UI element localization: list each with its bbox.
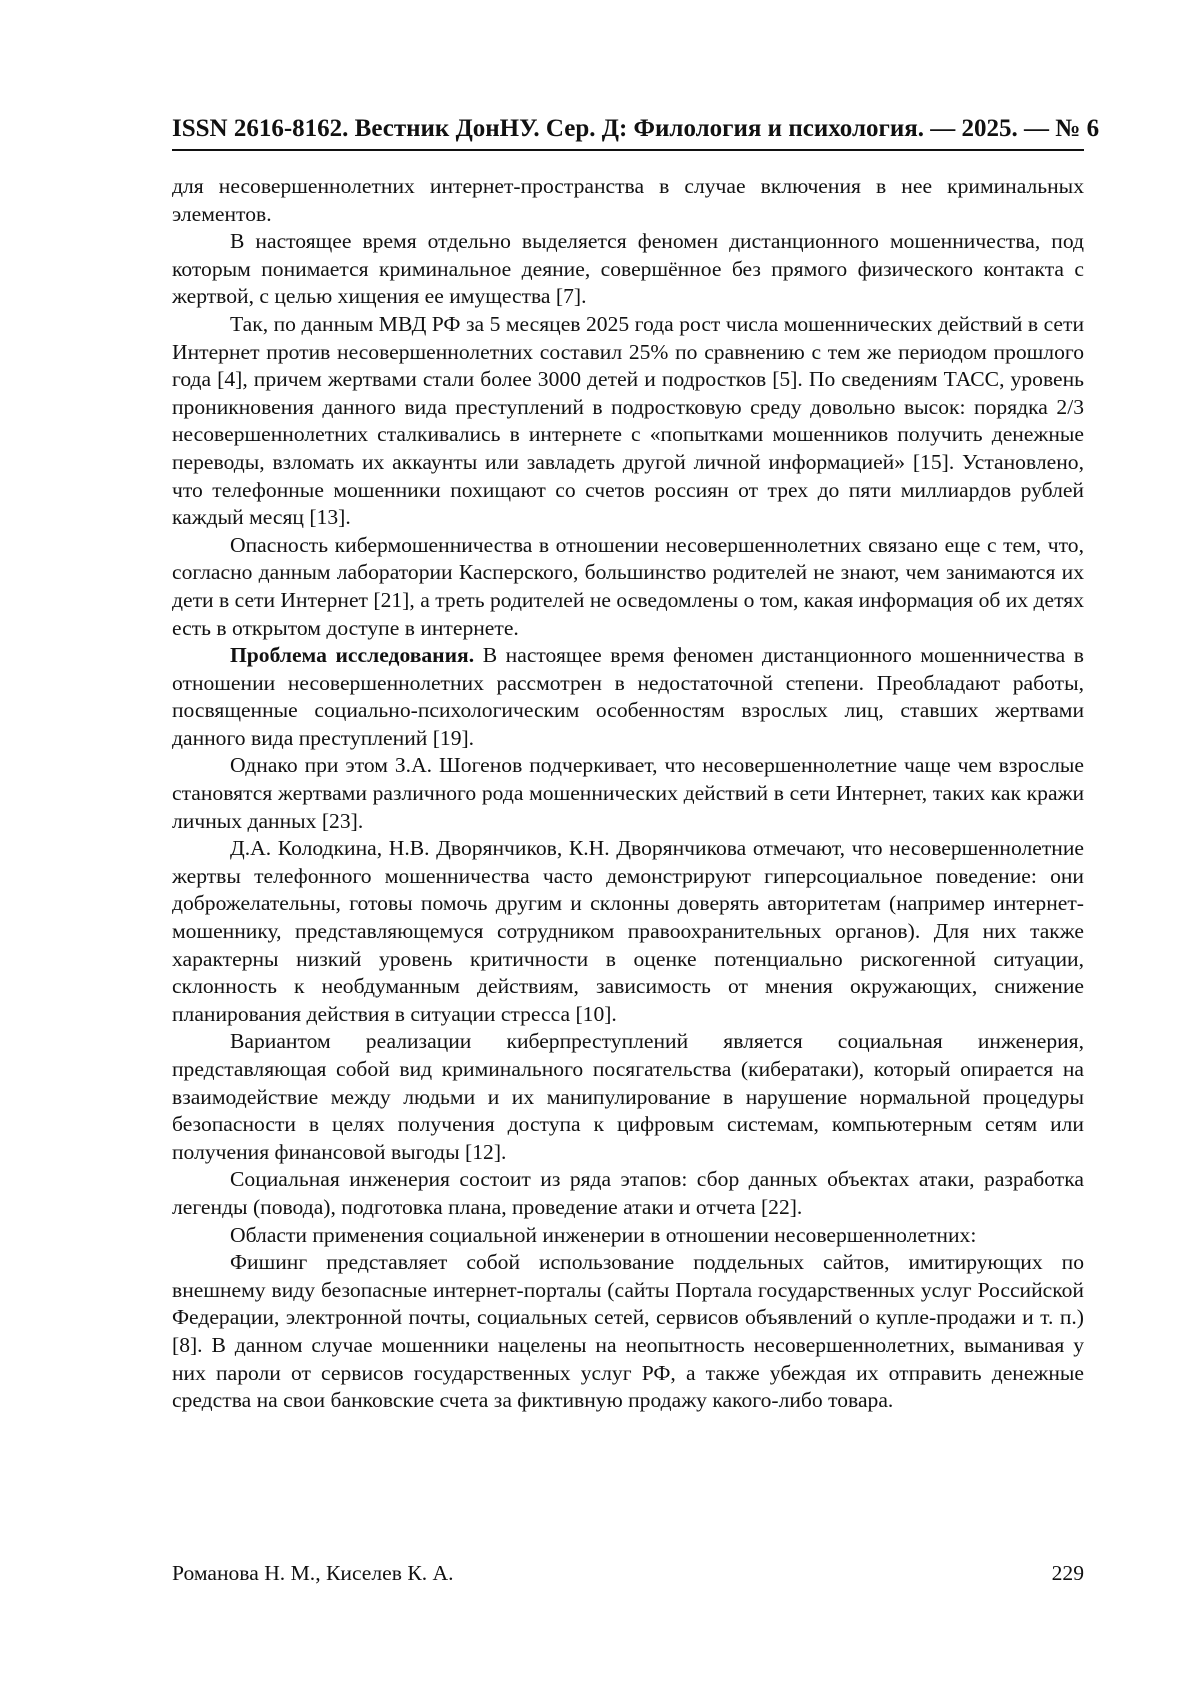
article-body [172, 173, 1084, 1415]
paragraph-shogenov: Однако при этом З.А. Шогенов подчеркивает, что несовершеннолетние чаще чем взрослые становятся жертвами различного рода мошеннических действий в сети Интернет, таких как кражи личных данных [23]. [172, 753, 1084, 833]
paragraph-social-engineering: Вариантом реализации киберпреступлений является социальная инженерия, представляющая собой вид криминального посягательства (кибератаки), который опирается на взаимодействие между людьми и их манипулирование в нарушение нормальной процедуры безопасности в целях получения доступа к цифровым системам, компьютерным сетям или получения финансовой выгоды [12]. [172, 1029, 1084, 1164]
paragraph-research-problem [172, 642, 1084, 752]
header-rule [172, 149, 1084, 151]
paragraph-statistics: Так, по данным МВД РФ за 5 месяцев 2025 года рост числа мошеннических действий в сети Интернет против несовершеннолетних составил 25% по сравнению с тем же периодом прошлого года [4], причем жертвами стали более 3000 детей и подростков [5]. По сведениям ТАСС, уровень проникновения данного вида преступлений в подростковую среду довольно высок: порядка 2/3 несовершеннолетних сталкивались в интернете с «попытками мошенников получить денежные переводы, взломать их аккаунты или завладеть другой личной информацией» [15]. Установлено, что телефонные мошенники похищают со счетов россиян от трех до пяти миллиардов рублей каждый месяц [13]. [172, 311, 1084, 530]
paragraph-kolodkina: Д.А. Колодкина, Н.В. Дворянчиков, К.Н. Дворянчикова отмечают, что несовершеннолетние жертвы телефонного мошенничества часто демонстрируют гиперсоциальное поведение: они доброжелательны, готовы помочь другим и склонны доверять авторитетам (например интернет-мошеннику, представляющемуся сотрудником правоохранительных органов). Для них также характерны низкий уровень критичности в оценке потенциально рискогенной ситуации, склонность к необдуманным действиям, зависимость от мнения окружающих, снижение планирования действия в ситуации стресса [10]. [172, 836, 1084, 1026]
paragraph-phishing: Фишинг представляет собой использование поддельных сайтов, имитирующих по внешнему виду безопасные интернет-порталы (сайты Портала государственных услуг Российской Федерации, электронной почты, социальных сетей, сервисов объявлений о купле-продажи и т. п.) [8]. В данном случае мошенники нацелены на неопытность несовершеннолетних, выманивая у них пароли от сервисов государственных услуг РФ, а также убеждая их отправить денежные средства на свои банковские счета за фиктивную продажу какого-либо товара. [172, 1250, 1084, 1413]
page-number: 229 [1051, 1561, 1084, 1585]
paragraph-distance-fraud: В настоящее время отдельно выделяется феномен дистанционного мошенничества, под которым понимается криминальное деяние, совершённое без прямого физического контакта с жертвой, с целью хищения ее имущества [7]. [172, 229, 1084, 309]
research-problem-heading: Проблема исследования. [230, 643, 475, 668]
paragraph-application-areas: Области применения социальной инженерии в отношении несовершеннолетних: [230, 1222, 977, 1247]
research-problem-text: В настоящее время феномен дистанционного мошенничества в отношении несовершеннолетних рассмотрен в недостаточной степени. Преобладают работы, посвященные социально-психологическим особенностям взрослых лиц, ставших жертвами данного вида преступлений [19]. [172, 643, 1084, 750]
paragraph-danger: Опасность кибермошенничества в отношении несовершеннолетних связано еще с тем, что, согласно данным лаборатории Касперского, большинство родителей не знают, чем занимаются их дети в сети Интернет [21], а треть родителей не осведомлены о том, какая информация об их детях есть в открытом доступе в интернете. [172, 532, 1084, 640]
paragraph-stages: Социальная инженерия состоит из ряда этапов: сбор данных объектах атаки, разработка легенды (повода), подготовка плана, проведение атаки и отчета [22]. [172, 1167, 1084, 1219]
paragraph-continuation: для несовершеннолетних интернет-пространства в случае включения в нее криминальных элементов. [172, 174, 1084, 226]
footer-authors: Романова Н. М., Киселев К. А. [172, 1561, 454, 1585]
running-header: ISSN 2616-8162. Вестник ДонНУ. Сер. Д: Филология и психология. — 2025. — № 6 [172, 115, 1100, 142]
